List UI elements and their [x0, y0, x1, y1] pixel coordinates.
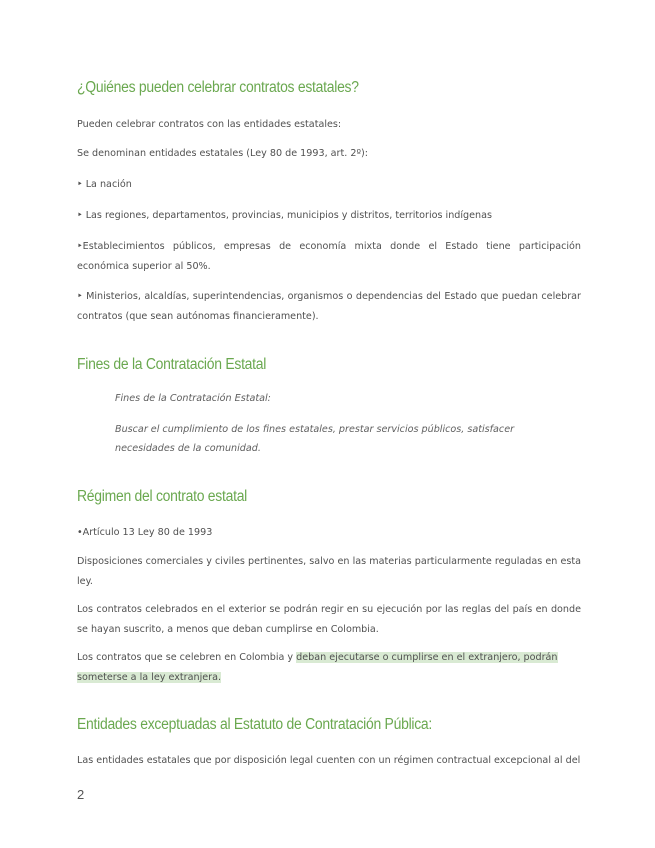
paragraph-entidades-regimen: Las entidades estatales que por disposición legal cuenten con un régimen contractual excepcional al del — [77, 755, 581, 766]
heading-entidades-exceptuadas: Entidades exceptuadas al Estatuto de Contratación Pública: — [77, 716, 433, 733]
quote-fines-body: Buscar el cumplimiento de los fines estatales, prestar servicios públicos, satisfacer necesidades de la comunidad. — [115, 424, 515, 454]
paragraph-plain-text: Los contratos que se celebren en Colombia y — [77, 652, 297, 663]
highlighted-text: deban ejecutarse o cumplirse en el extranjero, podrán someterse a la ley extranjera. — [77, 652, 558, 683]
paragraph-articulo-13: •Artículo 13 Ley 80 de 1993 — [77, 527, 213, 538]
heading-quienes-pueden-celebrar: ¿Quiénes pueden celebrar contratos estatales? — [77, 79, 359, 96]
paragraph-contratos-colombia — [77, 648, 581, 687]
heading-regimen-contrato: Régimen del contrato estatal — [77, 488, 248, 505]
paragraph-disposiciones: Disposiciones comerciales y civiles pertinentes, salvo en las materias particularmente reguladas en esta ley. — [77, 556, 581, 587]
paragraph-entidades-estatales: Se denominan entidades estatales (Ley 80 de 1993, art. 2º): — [77, 148, 368, 159]
paragraph-intro: Pueden celebrar contratos con las entidades estatales: — [77, 119, 342, 130]
paragraph-contratos-exterior: Los contratos celebrados en el exterior se podrán regir en su ejecución por las reglas del país en donde se hayan suscrito, a menos que deban cumplirse en Colombia. — [77, 604, 581, 635]
page-number: 2 — [77, 787, 85, 802]
list-item-ministerios: ‣ Ministerios, alcaldías, superintendencias, organismos o dependencias del Estado que puedan celebrar contratos (que sean autónomas financieramente). — [77, 291, 581, 322]
list-item-regiones: ‣ Las regiones, departamentos, provincias, municipios y distritos, territorios indígenas — [77, 210, 492, 221]
list-item-establecimientos: ‣Establecimientos públicos, empresas de economía mixta donde el Estado tiene participación económica superior al 50%. — [77, 241, 581, 272]
list-item-nacion: ‣ La nación — [77, 179, 132, 190]
heading-fines-contratacion: Fines de la Contratación Estatal — [77, 356, 267, 373]
quote-fines-title: Fines de la Contratación Estatal: — [115, 393, 271, 404]
